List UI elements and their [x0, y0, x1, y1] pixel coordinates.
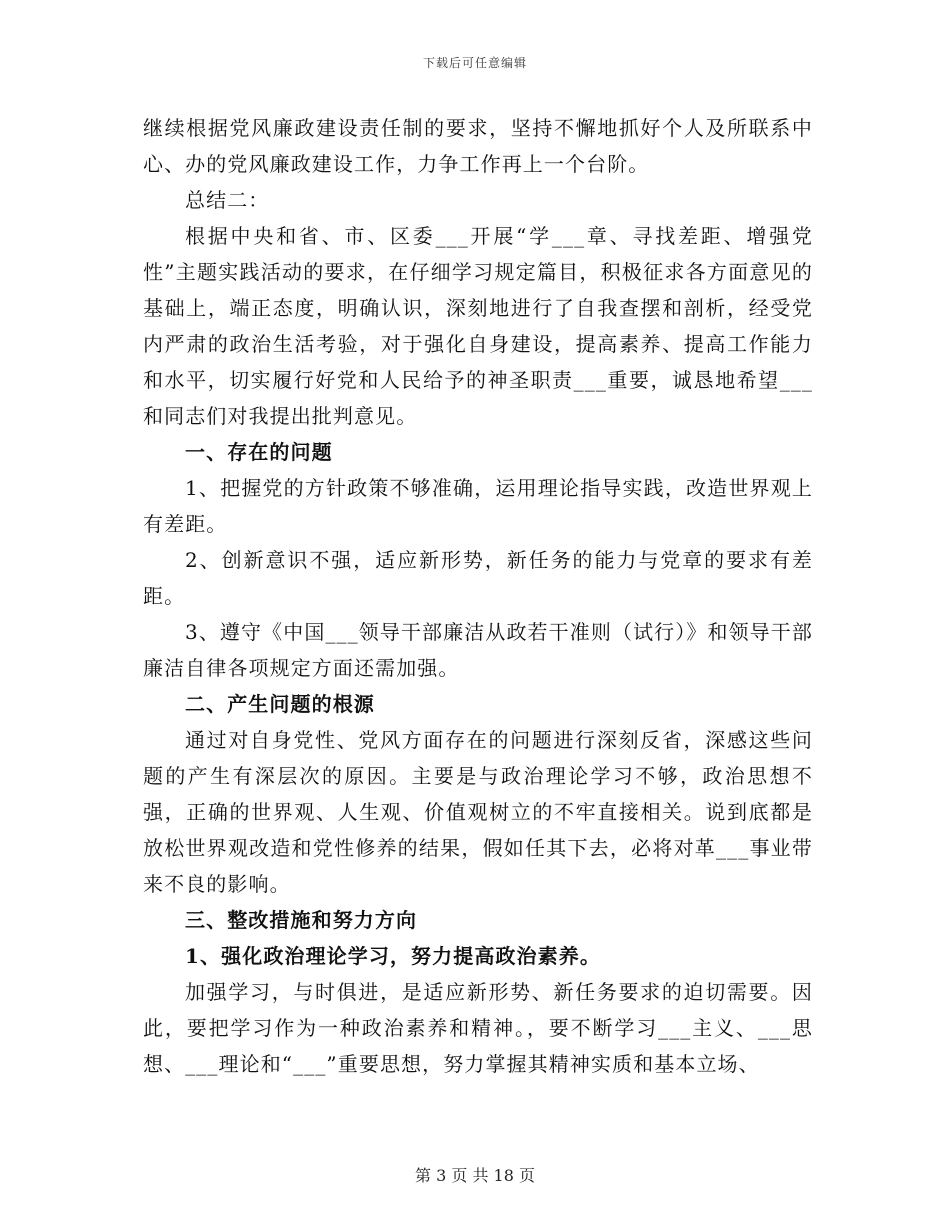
section-heading: 一、存在的问题 [185, 440, 333, 464]
section-heading: 二、产生问题的根源 [185, 692, 375, 716]
page-header: 下载后可任意编辑 [422, 56, 527, 70]
document-body [143, 110, 813, 1082]
list-item: 2、创新意识不强，适应新形势，新任务的能力与党章的要求有差距。 [143, 548, 813, 608]
list-item: 3、遵守《中国___领导干部廉洁从政若干准则（试行）》和领导干部廉洁自律各项规定方面还需加强。 [143, 620, 813, 680]
section-heading: 三、整改措施和努力方向 [185, 908, 418, 932]
body-paragraph: 通过对自身党性、党风方面存在的问题进行深刻反省，深感这些问题的产生有深层次的原因。主要是与政治理论学习不够，政治思想不强，正确的世界观、人生观、价值观树立的不牢直接相关。说到底都是放松世界观改造和党性修养的结果，假如任其下去，必将对革___事业带来不良的影响。 [143, 728, 813, 896]
body-paragraph: 根据中央和省、市、区委___开展“学___章、寻找差距、增强党性”主题实践活动的要求，在仔细学习规定篇目，积极征求各方面意见的基础上，端正态度，明确认识，深刻地进行了自我查摆和剖析，经受党内严肃的政治生活考验，对于强化自身建设，提高素养、提高工作能力和水平，切实履行好党和人民给予的神圣职责___重要，诚恳地希望___和同志们对我提出批判意见。 [143, 224, 813, 428]
body-paragraph: 继续根据党风廉政建设责任制的要求，坚持不懈地抓好个人及所联系中心、办的党风廉政建设工作，力争工作再上一个台阶。 [143, 116, 813, 176]
body-paragraph: 加强学习，与时俱进，是适应新形势、新任务要求的迫切需要。因此，要把学习作为一种政治素养和精神。，要不断学习___主义、___思想、___理论和“___”重要思想，努力掌握其精神实质和基本立场、 [143, 980, 813, 1076]
list-item: 1、把握党的方针政策不够准确，运用理论指导实践，改造世界观上有差距。 [143, 476, 813, 536]
subsection-heading: 1、强化政治理论学习，努力提高政治素养。 [185, 944, 601, 968]
page-number: 第 3 页 共 18 页 [415, 1166, 535, 1185]
section-label: 总结二： [185, 188, 270, 212]
